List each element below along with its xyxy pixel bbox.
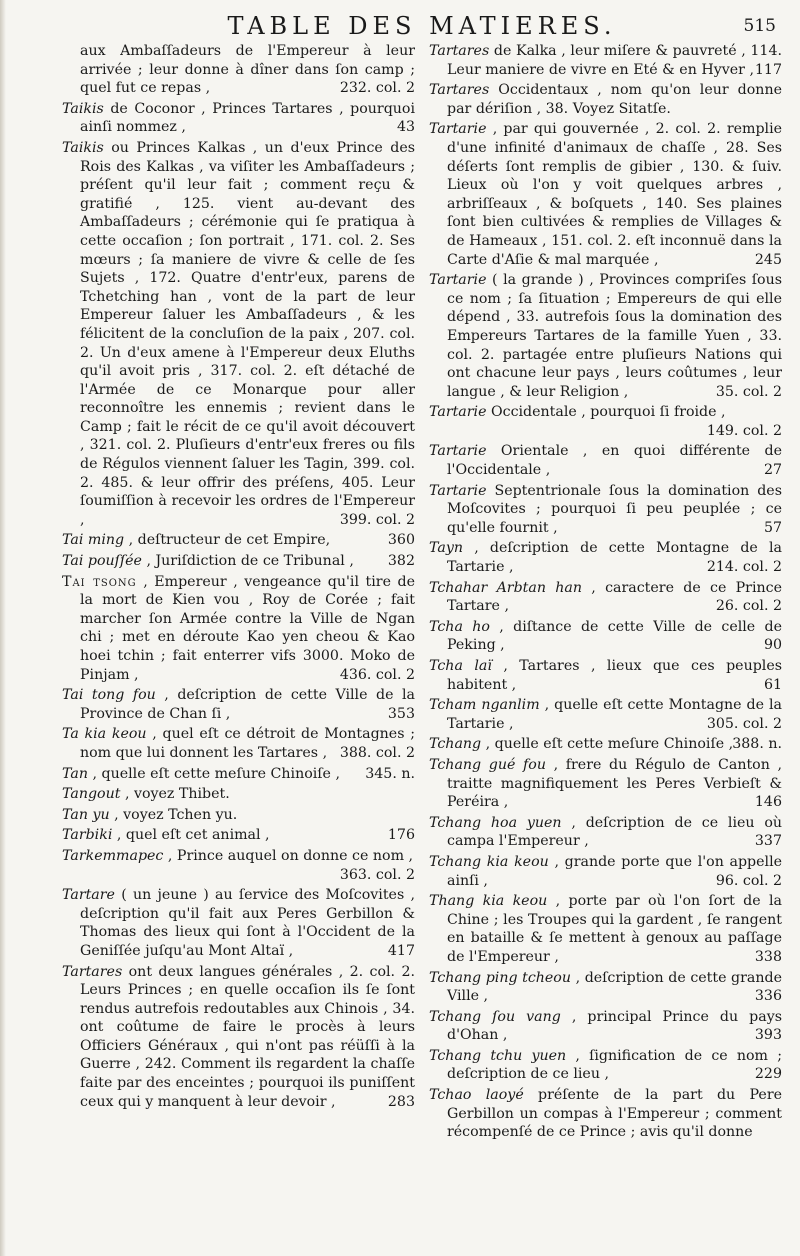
entry-page-ref: 305. col. 2 [706, 715, 782, 732]
index-entry [429, 539, 782, 576]
entry-headword: Tayn [429, 540, 463, 557]
entry-headword: Tangout [62, 786, 121, 803]
index-entry [62, 886, 415, 960]
entry-headword: Tan [62, 765, 88, 782]
entry-text: de Kalka , leur miſere & pauvreté , 114. Leur maniere de vivre en Eté & en Hyver , [447, 43, 782, 78]
entry-headword: Tchang hoa yuen [429, 814, 562, 831]
entry-text: , Empereur , vengeance qu'il tire de la mort de Kien vou , Roy de Corée ; fait marcher ſon Armée contre la Ville de Ngan chi ; met en déroute Kao yen cheou & Kao hoei tchin ; fait enterrer vifs 3000. Moko de Pinjam , [80, 573, 415, 683]
entry-headword: Ta kia keou [62, 726, 147, 743]
entry-headword: Tchang ſou vang [429, 1008, 561, 1025]
entry-page-ref: 245 [754, 251, 782, 268]
entry-headword: Tan yu [62, 806, 110, 823]
left-column [62, 42, 415, 1252]
entry-headword: Tartare [62, 887, 115, 904]
entry-page-ref: 382 [387, 553, 415, 570]
entry-headword: Tartarie [429, 272, 487, 289]
entry-headword: Tai tong fou [62, 687, 156, 704]
entry-text: préſente de la part du Pere Gerbillon un compas à l'Empereur ; comment récompenſé de ce Prince ; avis qu'il donne [447, 1087, 782, 1141]
index-entry [429, 1086, 782, 1142]
entry-text: , Juriſdiction de ce Tribunal , [146, 553, 354, 570]
index-entry [62, 139, 415, 529]
entry-headword: Tchang kia keou [429, 853, 549, 870]
index-entry [429, 1008, 782, 1045]
entry-page-ref: 149. col. 2 [706, 422, 782, 439]
entry-text: , grande porte que l'on appelle ainſi , [447, 853, 782, 889]
entry-text: , voyez Thibet. [124, 786, 230, 803]
entry-page-ref: 27 [763, 462, 782, 479]
entry-page-ref: 90 [763, 637, 782, 654]
index-entry [429, 969, 782, 1006]
index-entry [62, 686, 415, 723]
entry-page-ref: 336 [754, 988, 782, 1005]
page-header [62, 0, 782, 42]
entry-text: Occidentale , pourquoi ſi froide , [491, 404, 726, 421]
right-column [429, 42, 782, 1252]
entry-text: ont deux langues générales , 2. col. 2. Leurs Princes ; en quelle occaſion ils ſe ſont rendus autrefois redoutables aux Chinois , 34. ont coûtume de faire le procès à leurs Officiers Généraux , qui n'ont pas réüſſi à la Guerre , 242. Comment ils regardent la chaſſe faite par des enceintes ; pourquoi ils puniſſent ceux qui y manquent à leur devoir , [80, 963, 415, 1110]
entry-page-ref: 232. col. 2 [339, 80, 415, 97]
index-entry [429, 657, 782, 694]
entry-page-ref: 337 [754, 833, 782, 850]
entry-headword: Tai pouſſée [62, 553, 142, 570]
index-entry [429, 696, 782, 733]
entry-text: , deſcription de cette Montagne de la Tartarie , [447, 540, 782, 576]
index-entry [62, 765, 415, 784]
running-title: TABLE DES MATIERES. [227, 12, 617, 40]
entry-text: , quel eſt cet animal , [116, 827, 270, 844]
index-entry [62, 963, 415, 1112]
entry-headword: Tai tsong [62, 573, 137, 590]
entry-page-ref: 417 [387, 942, 415, 959]
entry-page-ref: 229 [754, 1066, 782, 1083]
entry-headword: Tchang gué fou [429, 756, 546, 773]
index-entry [62, 531, 415, 550]
index-entry [62, 100, 415, 137]
entry-text: aux Ambaſſadeurs de l'Empereur à leur arrivée ; leur donne à dîner dans ſon camp ; quel fut ce repas , [80, 43, 415, 97]
page-number: 515 [743, 16, 776, 36]
entry-text: Orientale , en quoi différente de l'Occidentale , [447, 443, 782, 479]
index-entry [62, 42, 415, 98]
entry-text: , deſtructeur de cet Empire, [128, 532, 331, 549]
index-columns [62, 42, 782, 1252]
entry-page-ref: 26. col. 2 [715, 598, 782, 615]
index-entry [62, 826, 415, 845]
index-entry [429, 403, 782, 440]
index-entry [429, 853, 782, 890]
index-entry [62, 806, 415, 825]
entry-text: ou Princes Kalkas , un d'eux Prince des Rois des Kalkas , va viſiter les Ambaſſadeurs ; préſent qu'il leur fait ; comment reçu & gratifié , 125. vient au-devant des Ambaſſadeurs ; cérémonie qui ſe pratiqua à cette occaſion ; ſon portrait , 171. col. 2. Ses mœurs ; ſa maniere de vivre & celle de ſes Sujets , 172. Quatre d'entr'eux, parens de Tchetching han , vont de la part de leur Empereur ſaluer les Ambaſſadeurs , & les félicitent de la concluſion de la paix , 207. col. 2. Un d'eux amene à l'Empereur deux Eluths qu'il avoit pris , 317. col. 2. eſt détaché de l'Armée de ce Monarque pour aller reconnoître les ennemis ; revient dans le Camp ; fait le récit de ce qu'il avoit découvert , 321. col. 2. Pluſieurs d'entr'eux freres ou fils de Régulos viennent ſaluer les Tagin, 399. col. 2. 485. & leur offrir des préſens, 405. Leur ſoumiſſion à recevoir les ordres de l'Empereur , [80, 139, 415, 528]
entry-page-ref: 61 [763, 676, 782, 693]
entry-page-ref: 214. col. 2 [706, 559, 782, 576]
entry-page-ref: 363. col. 2 [339, 866, 415, 883]
entry-text: ( la grande ) , Provinces compriſes ſous ce nom ; ſa ſituation ; Empereurs de qui elle dépend , 33. autrefois ſous la domination des Empereurs Tartares de la famille Yuen , 33. col. 2. partagée entre pluſieurs Nations qui ont chacune leur pays , leurs coûtumes , leur langue , & leur Religion , [447, 272, 782, 400]
entry-headword: Tchang [429, 736, 482, 753]
entry-page-ref: 353 [387, 705, 415, 722]
entry-headword: Tartares [62, 963, 123, 980]
entry-headword: Thang kia keou [429, 893, 548, 910]
entry-headword: Tcham nganlim [429, 697, 540, 714]
entry-page-ref: 96. col. 2 [715, 872, 782, 889]
index-entry [429, 271, 782, 401]
index-entry [429, 892, 782, 966]
index-entry [429, 814, 782, 851]
index-entry [429, 735, 782, 754]
entry-headword: Tartarie [429, 404, 487, 421]
entry-headword: Tcha laï [429, 658, 492, 674]
index-entry [62, 725, 415, 762]
index-entry [429, 579, 782, 616]
entry-page-ref: 283 [387, 1093, 415, 1110]
entry-text: , quel eſt ce détroit de Montagnes ; nom que lui donnent les Tartares , [80, 726, 415, 761]
entry-headword: Tarkemmapec [62, 847, 164, 864]
entry-headword: Tartarie [429, 443, 487, 460]
entry-text: , quelle eſt cette Montagne de la Tartarie , [447, 697, 782, 732]
index-entry [429, 442, 782, 479]
index-entry [62, 573, 415, 685]
entry-page-ref: 146 [754, 794, 782, 811]
entry-text: , diſtance de cette Ville de celle de Peking , [447, 618, 782, 654]
entry-page-ref: 338 [754, 948, 782, 965]
entry-text: , principal Prince du pays d'Ohan , [447, 1008, 782, 1044]
entry-headword: Taikis [62, 100, 104, 117]
entry-text: , deſcription de cette grande Ville , [447, 969, 782, 1005]
index-entry [429, 81, 782, 118]
entry-text: , quelle eſt cette meſure Chinoiſe , [485, 736, 734, 753]
entry-headword: Tai ming [62, 532, 125, 549]
entry-headword: Tchang ping tcheou [429, 969, 571, 986]
entry-page-ref: 176 [387, 827, 415, 844]
entry-text: , porte par où l'on ſort de la Chine ; les Troupes qui la gardent , ſe rangent en bataille & ſe mettent à genoux au paſſage de l'Empereur , [447, 893, 782, 965]
entry-text: de Coconor , Princes Tartares , pourquoi ainſi nommez , [80, 100, 415, 136]
entry-text: , Tartares , lieux que ces peuples habitent , [447, 658, 782, 693]
entry-page-ref: 117 [754, 61, 782, 78]
index-entry [429, 756, 782, 812]
entry-text: , deſcription de ce lieu où campa l'Empereur , [447, 814, 782, 850]
index-entry [429, 42, 782, 79]
entry-text: , quelle eſt cette meſure Chinoiſe , [92, 765, 340, 782]
entry-text: , deſcription de cette Ville de la Province de Chan ſi , [80, 687, 415, 722]
entry-text: ( un jeune ) au ſervice des Moſcovites , deſcription qu'il fait aux Peres Gerbillon & Thomas des lieux qui ſont à l'Occident de la Geniſſée juſqu'au Mont Altaï , [80, 887, 415, 959]
entry-headword: Tartarie [429, 121, 487, 138]
entry-headword: Tartarie [429, 482, 487, 499]
entry-headword: Tarbiki [62, 827, 113, 844]
entry-page-ref: 35. col. 2 [715, 383, 782, 400]
index-entry [429, 1047, 782, 1084]
entry-page-ref: 345. n. [365, 765, 415, 782]
entry-text: , ſignification de ce nom ; deſcription de ce lieu , [447, 1047, 782, 1083]
entry-headword: Tartares [429, 82, 490, 99]
index-entry [62, 552, 415, 571]
entry-page-ref: 43 [396, 119, 415, 136]
index-entry [429, 120, 782, 269]
entry-page-ref: 399. col. 2 [339, 511, 415, 528]
entry-page-ref: 388. n. [732, 736, 782, 753]
entry-text: , Prince auquel on donne ce nom , [167, 847, 414, 864]
entry-headword: Tchao laoyé [429, 1087, 524, 1104]
entry-headword: Tchahar Arbtan han [429, 579, 582, 596]
entry-page-ref: 393 [754, 1027, 782, 1044]
entry-headword: Tcha ho [429, 618, 490, 635]
index-entry [429, 618, 782, 655]
entry-page-ref: 436. col. 2 [339, 666, 415, 683]
entry-page-ref: 360 [387, 532, 415, 549]
entry-page-ref: 57 [763, 519, 782, 536]
entry-headword: Tartares [429, 43, 490, 59]
index-entry [62, 785, 415, 804]
entry-text: Occidentaux , nom qu'on leur donne par dériſion , 38. Voyez Sitatſe. [447, 82, 782, 117]
entry-text: , par qui gouvernée , 2. col. 2. remplie d'une infinité d'animaux de chaſſe , 28. Ses déſerts ſont remplis de gibier , 130. & ſuiv. Lieux où l'on y voit quelques arbres , arbriſſeaux , & boſquets , 140. Ses plaines ſont bien cultivées & remplies de Villages & de Hameaux , 151. col. 2. eſt inconnuë dans la Carte d'Aſie & mal marquée , [447, 121, 782, 268]
index-entry [62, 847, 415, 884]
entry-text: Septentrionale ſous la domination des Moſcovites ; pourquoi ſi peu peuplée ; ce qu'elle fournit , [447, 482, 782, 536]
entry-headword: Taikis [62, 139, 104, 156]
entry-text: , voyez Tchen yu. [114, 806, 238, 823]
entry-text: , frere du Régulo de Canton , traitte magnifiquement les Peres Verbieſt & Peréira , [447, 756, 782, 811]
entry-text: , caractere de ce Prince Tartare , [447, 579, 782, 615]
entry-page-ref: 388. col. 2 [339, 744, 415, 761]
entry-headword: Tchang tchu yuen [429, 1047, 567, 1064]
index-entry [429, 482, 782, 538]
